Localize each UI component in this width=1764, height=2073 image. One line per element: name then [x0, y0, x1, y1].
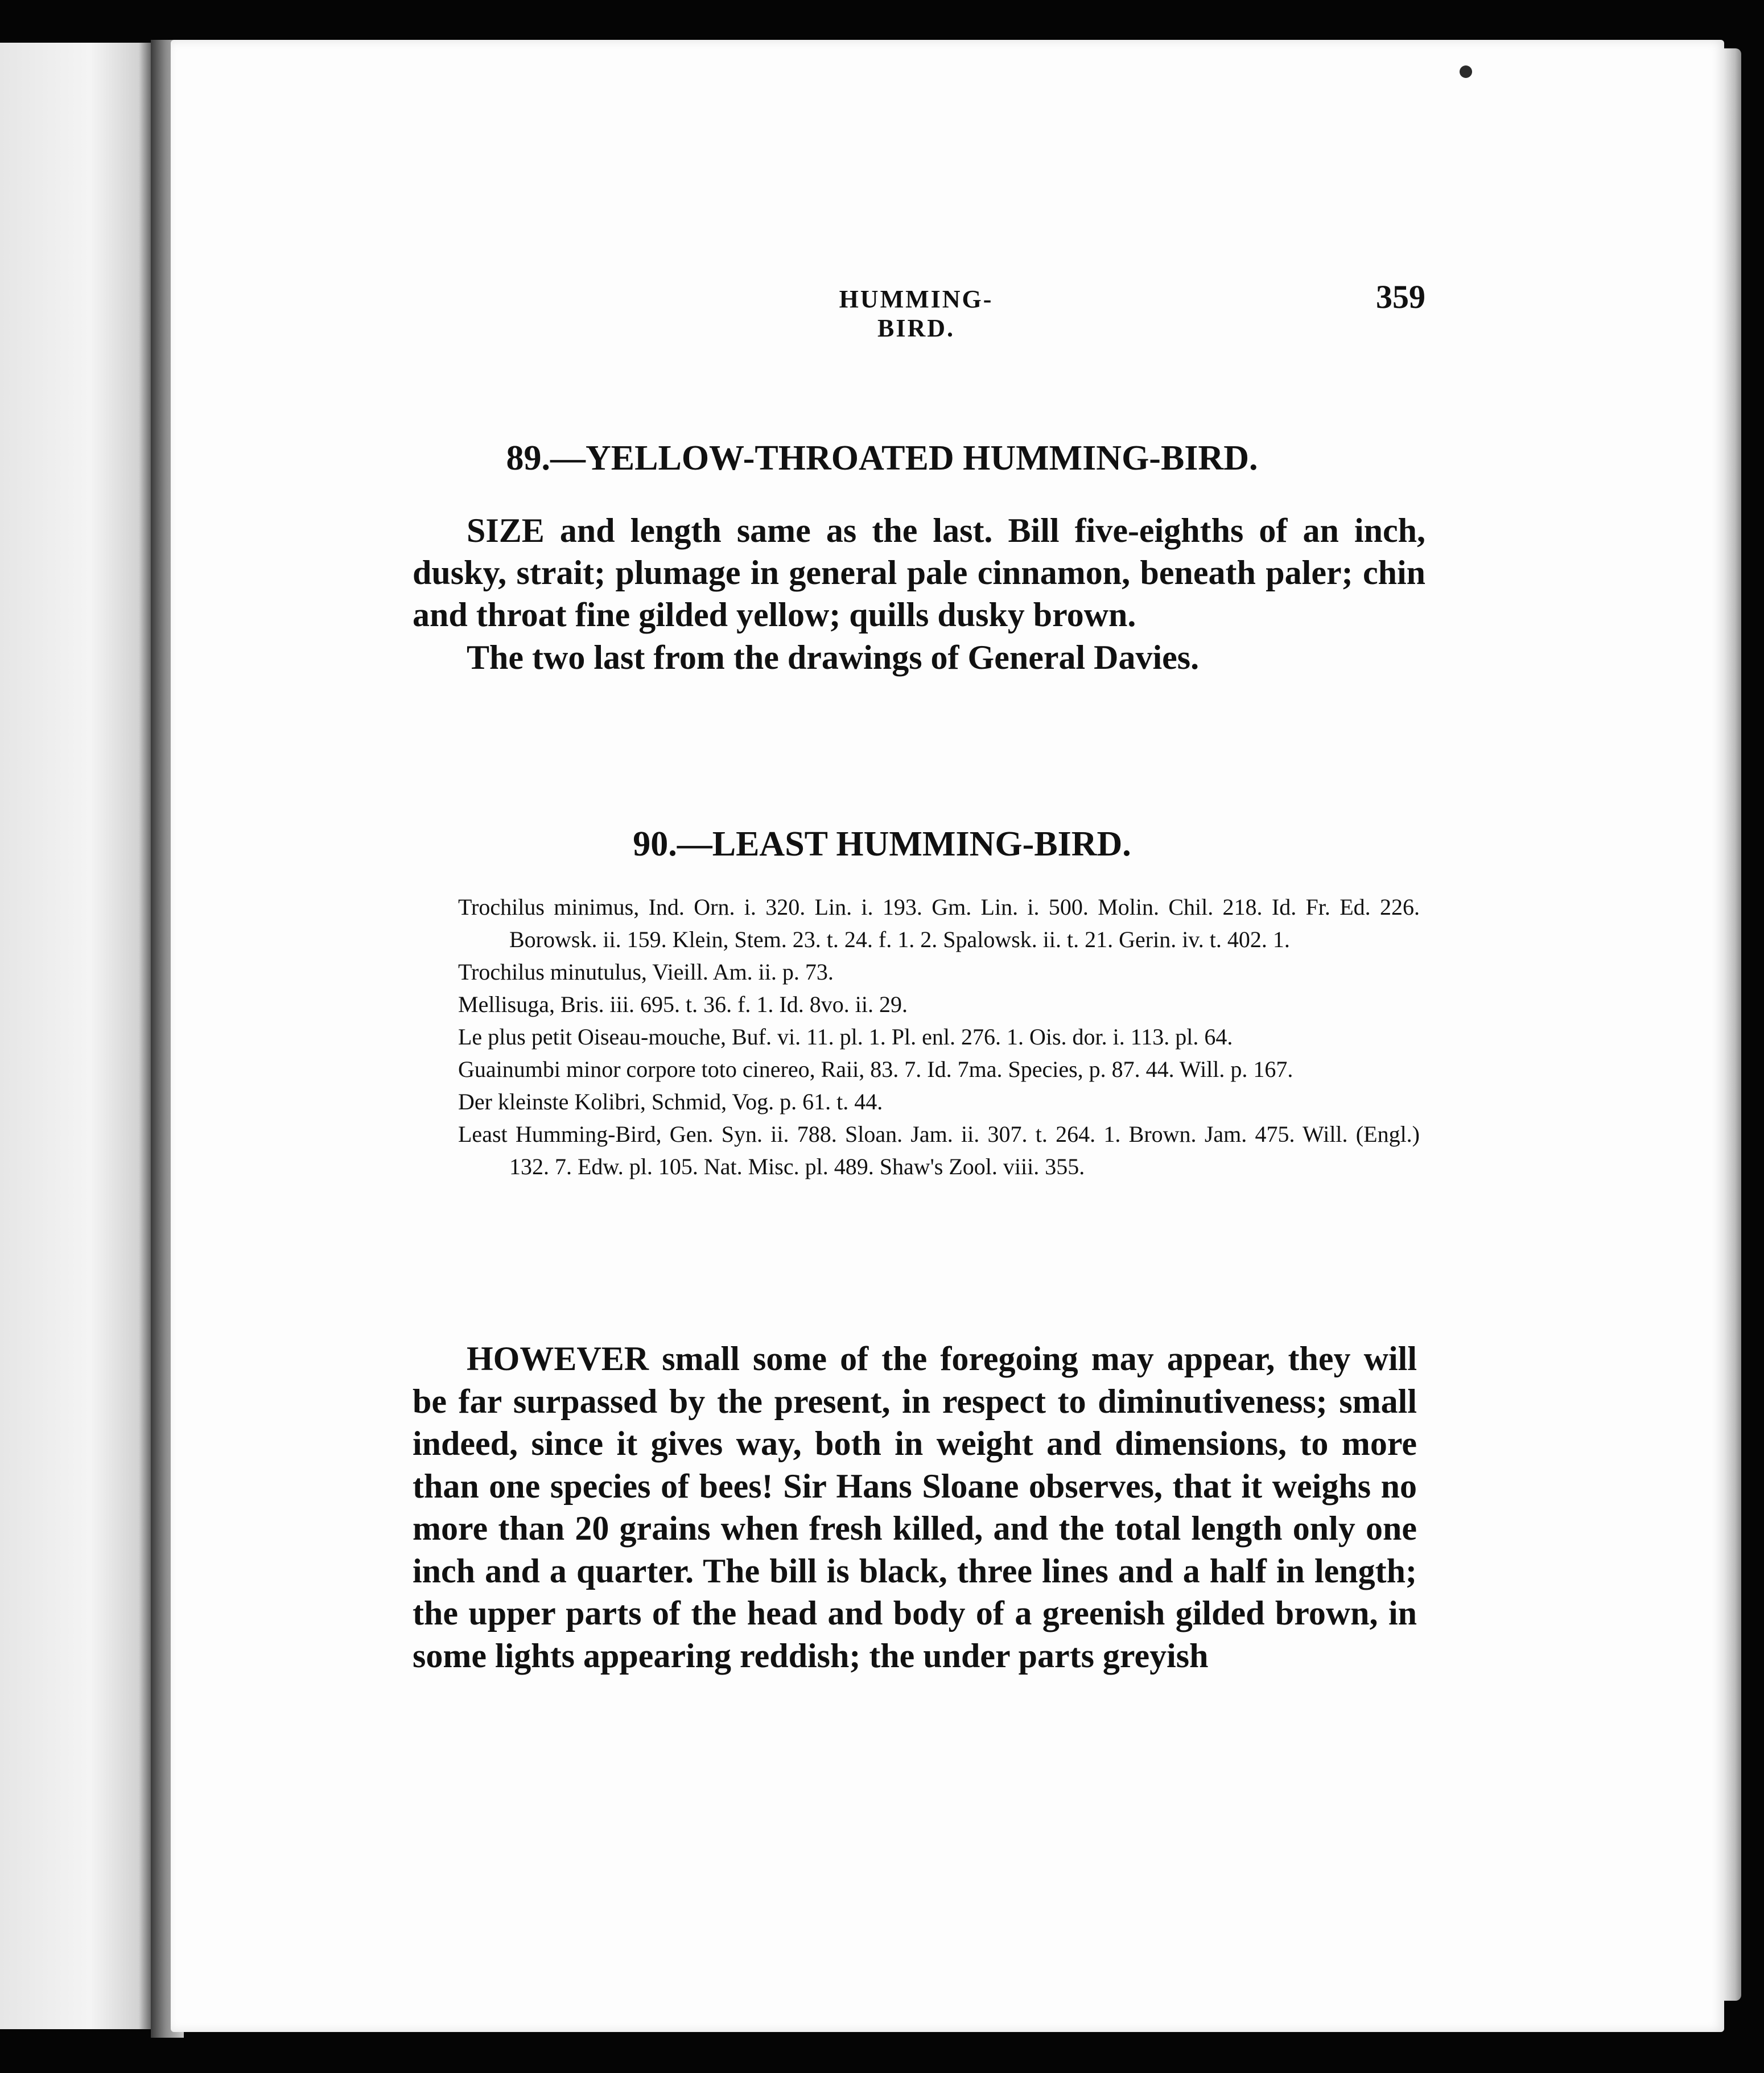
section-89-paragraph-text: SIZE and length same as the last. Bill five-eighths of an inch, dusky, strait; plumage in general pale cinnamon, beneath paler; chin and throat fine gilded yellow; quills dusky brown. — [413, 512, 1425, 634]
synonymy-entry: Der kleinste Kolibri, Schmid, Vog. p. 61. t. 44. — [458, 1089, 883, 1114]
section-89-note: The two last from the drawings of General Davies. — [467, 639, 1200, 676]
previous-page-edge — [0, 43, 151, 2029]
page-number: 359 — [1376, 278, 1425, 315]
scan-speck — [1460, 65, 1472, 78]
synonymy-entry: Mellisuga, Bris. iii. 695. t. 36. f. 1. Id. 8vo. ii. 29. — [458, 992, 908, 1017]
synonymy-entry: Trochilus minimus, Ind. Orn. i. 320. Lin. i. 193. Gm. Lin. i. 500. Molin. Chil. 218. Id. Fr. Ed. 226. Borowsk. ii. 159. Klein, Stem. 23. t. 24. f. 1. 2. Spalowsk. ii. t. 21. Gerin. iv. t. 402. 1. — [458, 894, 1420, 952]
section-89-heading: 89.—YELLOW-THROATED HUMMING-BIRD. — [506, 439, 1258, 478]
synonymy-entry: Least Humming-Bird, Gen. Syn. ii. 788. Sloan. Jam. ii. 307. t. 264. 1. Brown. Jam. 475. Will. (Engl.) 132. 7. Edw. pl. 105. Nat. Misc. pl. 489. Shaw's Zool. viii. 355. — [458, 1121, 1420, 1179]
section-89-paragraph — [413, 509, 1425, 636]
section-90-paragraph — [413, 1338, 1417, 1677]
synonymy-entry: Le plus petit Oiseau-mouche, Buf. vi. 11. pl. 1. Pl. enl. 276. 1. Ois. dor. i. 113. pl. 64. — [458, 1024, 1233, 1050]
section-90-heading: 90.—LEAST HUMMING-BIRD. — [633, 825, 1131, 863]
synonymy-entry: Guainumbi minor corpore toto cinereo, Raii, 83. 7. Id. 7ma. Species, p. 87. 44. Will. p. 167. — [458, 1056, 1293, 1082]
synonymy-list — [458, 891, 1420, 1183]
running-head: HUMMING-BIRD. — [839, 285, 994, 342]
section-90-paragraph-text: HOWEVER small some of the foregoing may appear, they will be far surpassed by the present, in respect to diminutiveness; small indeed, since it gives way, both in weight and dimensions, to more than one species of bees! Sir Hans Sloane observes, that it weighs no more than 20 grains when fresh killed, and the total length only one inch and a quarter. The bill is black, three lines and a half in length; the upper parts of the head and body of a greenish gilded brown, in some lights appearing reddish; the under parts greyish — [413, 1340, 1417, 1675]
synonymy-entry: Trochilus minutulus, Vieill. Am. ii. p. 73. — [458, 959, 834, 985]
